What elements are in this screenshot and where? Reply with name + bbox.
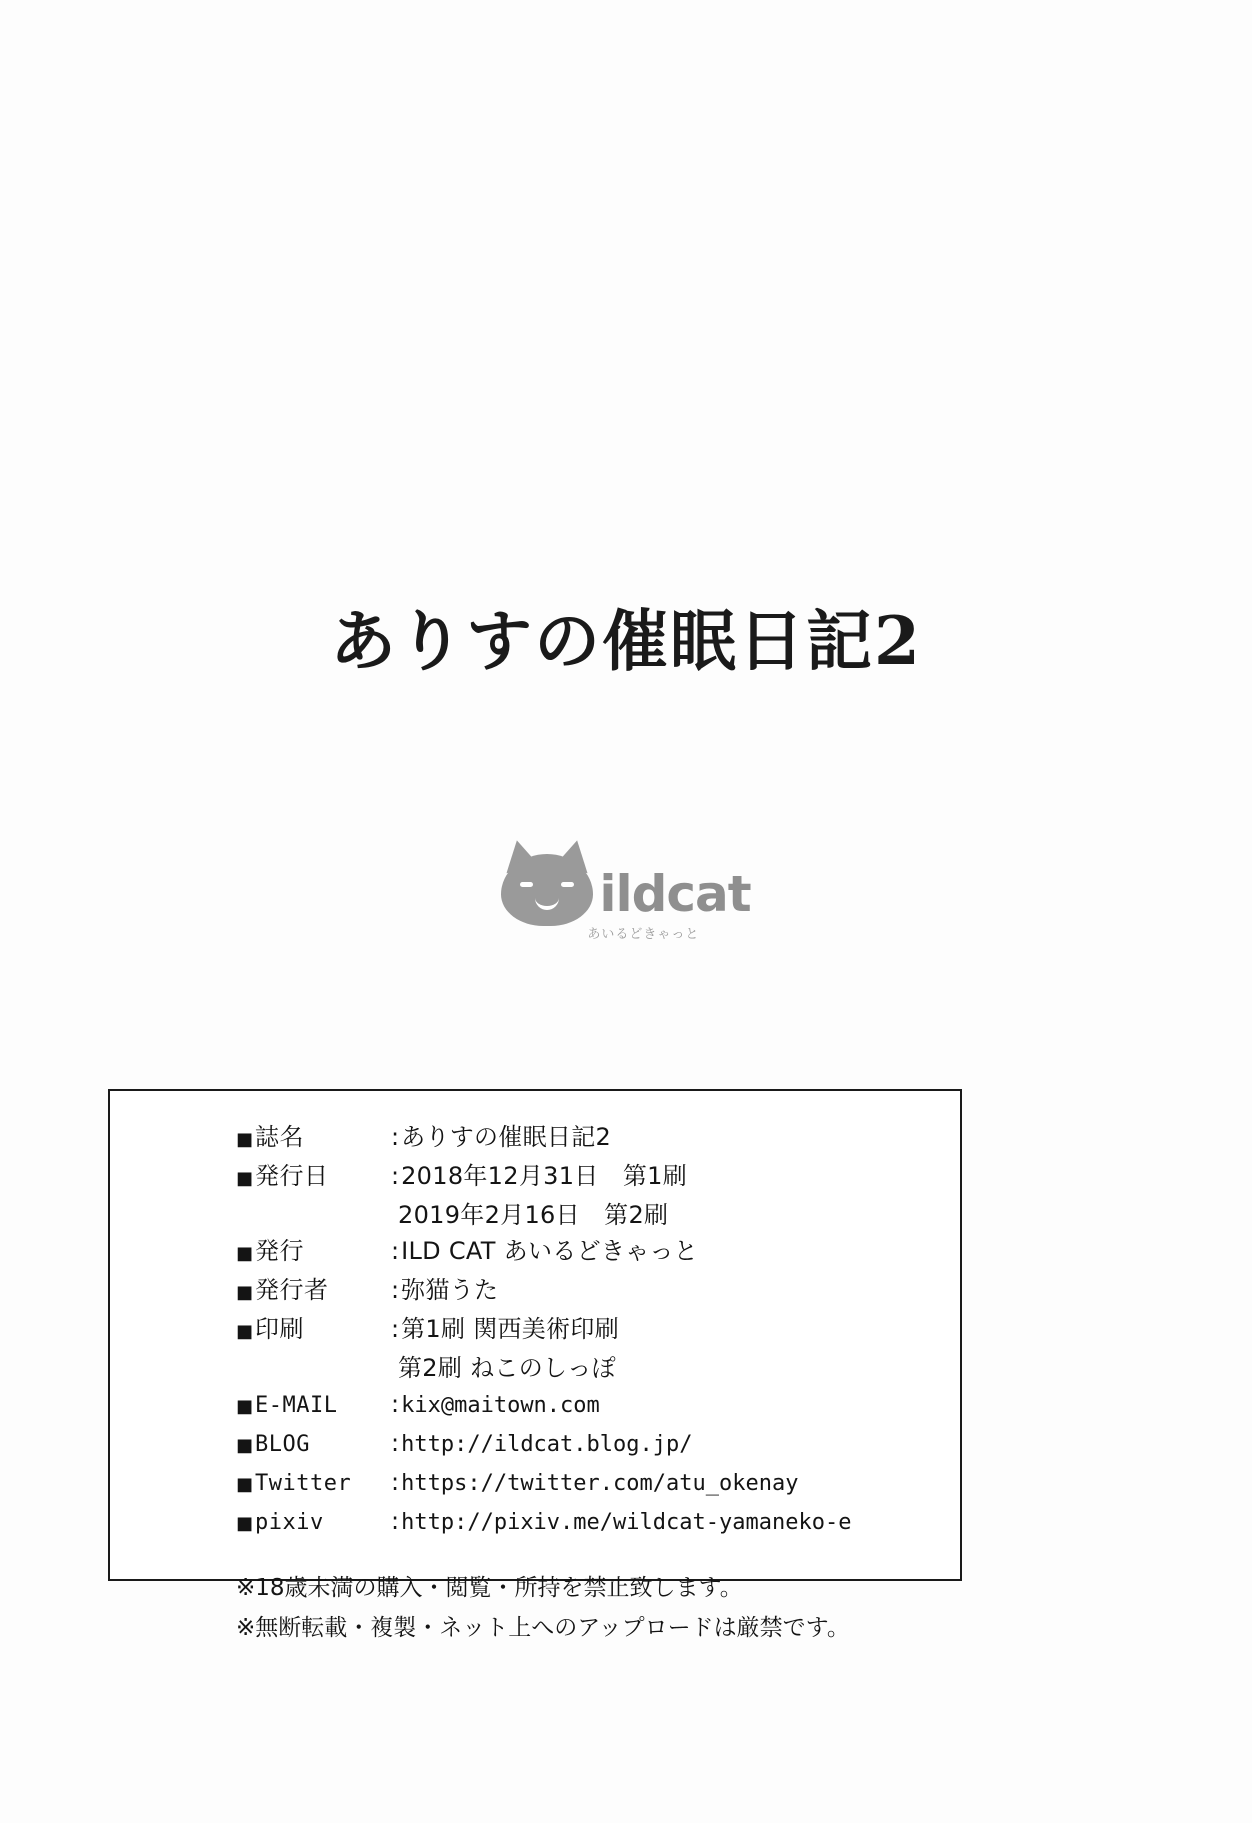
colophon-row [236,1119,960,1158]
colophon-row [236,1311,960,1350]
colophon-separator: : [391,1507,400,1535]
publisher-logo [0,840,1252,942]
colophon-separator: : [391,1237,400,1265]
colophon-row-email [236,1386,960,1425]
colophon-row-continuation [236,1350,960,1386]
colophon-row-pixiv [236,1503,960,1542]
logo-subtext: あいるどきゃっと [587,927,700,942]
colophon-label: pixiv [255,1510,324,1535]
colophon-row [236,1272,960,1311]
colophon-label: 発行日 [255,1162,329,1190]
colophon-value: 2018年12月31日 第1刷 [401,1162,688,1190]
colophon-row [236,1233,960,1272]
bullet-icon: ■ [236,1513,254,1534]
colophon-row-twitter [236,1464,960,1503]
page-title: ありすの催眠日記2 [330,602,922,680]
colophon-notes [236,1568,960,1648]
colophon-separator: : [391,1123,400,1151]
colophon-label: Twitter [255,1471,352,1496]
colophon-label: E-MAIL [255,1393,338,1418]
bullet-icon: ■ [236,1282,254,1303]
colophon-separator: : [391,1390,400,1418]
colophon-box [108,1089,962,1641]
colophon-separator: : [391,1276,400,1304]
colophon-value: ありすの催眠日記2 [401,1123,612,1151]
colophon-value: 2019年2月16日 第2刷 [398,1201,669,1229]
colophon-value: 第2刷 ねこのしっぽ [398,1354,616,1382]
colophon-separator: : [391,1468,400,1496]
colophon-separator: : [391,1315,400,1343]
colophon-label: 発行者 [255,1276,329,1304]
colophon-value: 弥猫うた [401,1276,499,1304]
colophon-list [110,1091,960,1648]
colophon-row-continuation [236,1197,960,1233]
colophon-value: ILD CAT あいるどきゃっと [401,1237,699,1265]
logo-wordmark: ildcat [599,864,751,923]
colophon-value[interactable]: http://pixiv.me/wildcat-yamaneko-e [401,1510,852,1535]
colophon-label: BLOG [255,1432,310,1457]
bullet-icon: ■ [236,1474,254,1495]
bullet-icon: ■ [236,1396,254,1417]
colophon-row [236,1158,960,1197]
bullet-icon: ■ [236,1435,254,1456]
colophon-value[interactable]: http://ildcat.blog.jp/ [401,1432,693,1457]
colophon-label: 誌名 [255,1123,305,1151]
colophon-value[interactable]: https://twitter.com/atu_okenay [401,1471,799,1496]
note-age-restriction: ※18歳未満の購入・閲覧・所持を禁止致します。 [236,1575,743,1601]
bullet-icon: ■ [236,1168,254,1189]
note-reproduction-ban: ※無断転載・複製・ネット上へのアップロードは厳禁です。 [236,1615,850,1641]
colophon-label: 印刷 [255,1315,305,1343]
colophon-separator: : [391,1162,400,1190]
colophon-value: 第1刷 関西美術印刷 [401,1315,620,1343]
bullet-icon: ■ [236,1129,254,1150]
colophon-label: 発行 [255,1237,305,1265]
colophon-row-blog [236,1425,960,1464]
cat-face-icon [501,840,593,926]
bullet-icon: ■ [236,1243,254,1264]
bullet-icon: ■ [236,1321,254,1342]
colophon-separator: : [391,1429,400,1457]
colophon-value[interactable]: kix@maitown.com [401,1393,600,1418]
